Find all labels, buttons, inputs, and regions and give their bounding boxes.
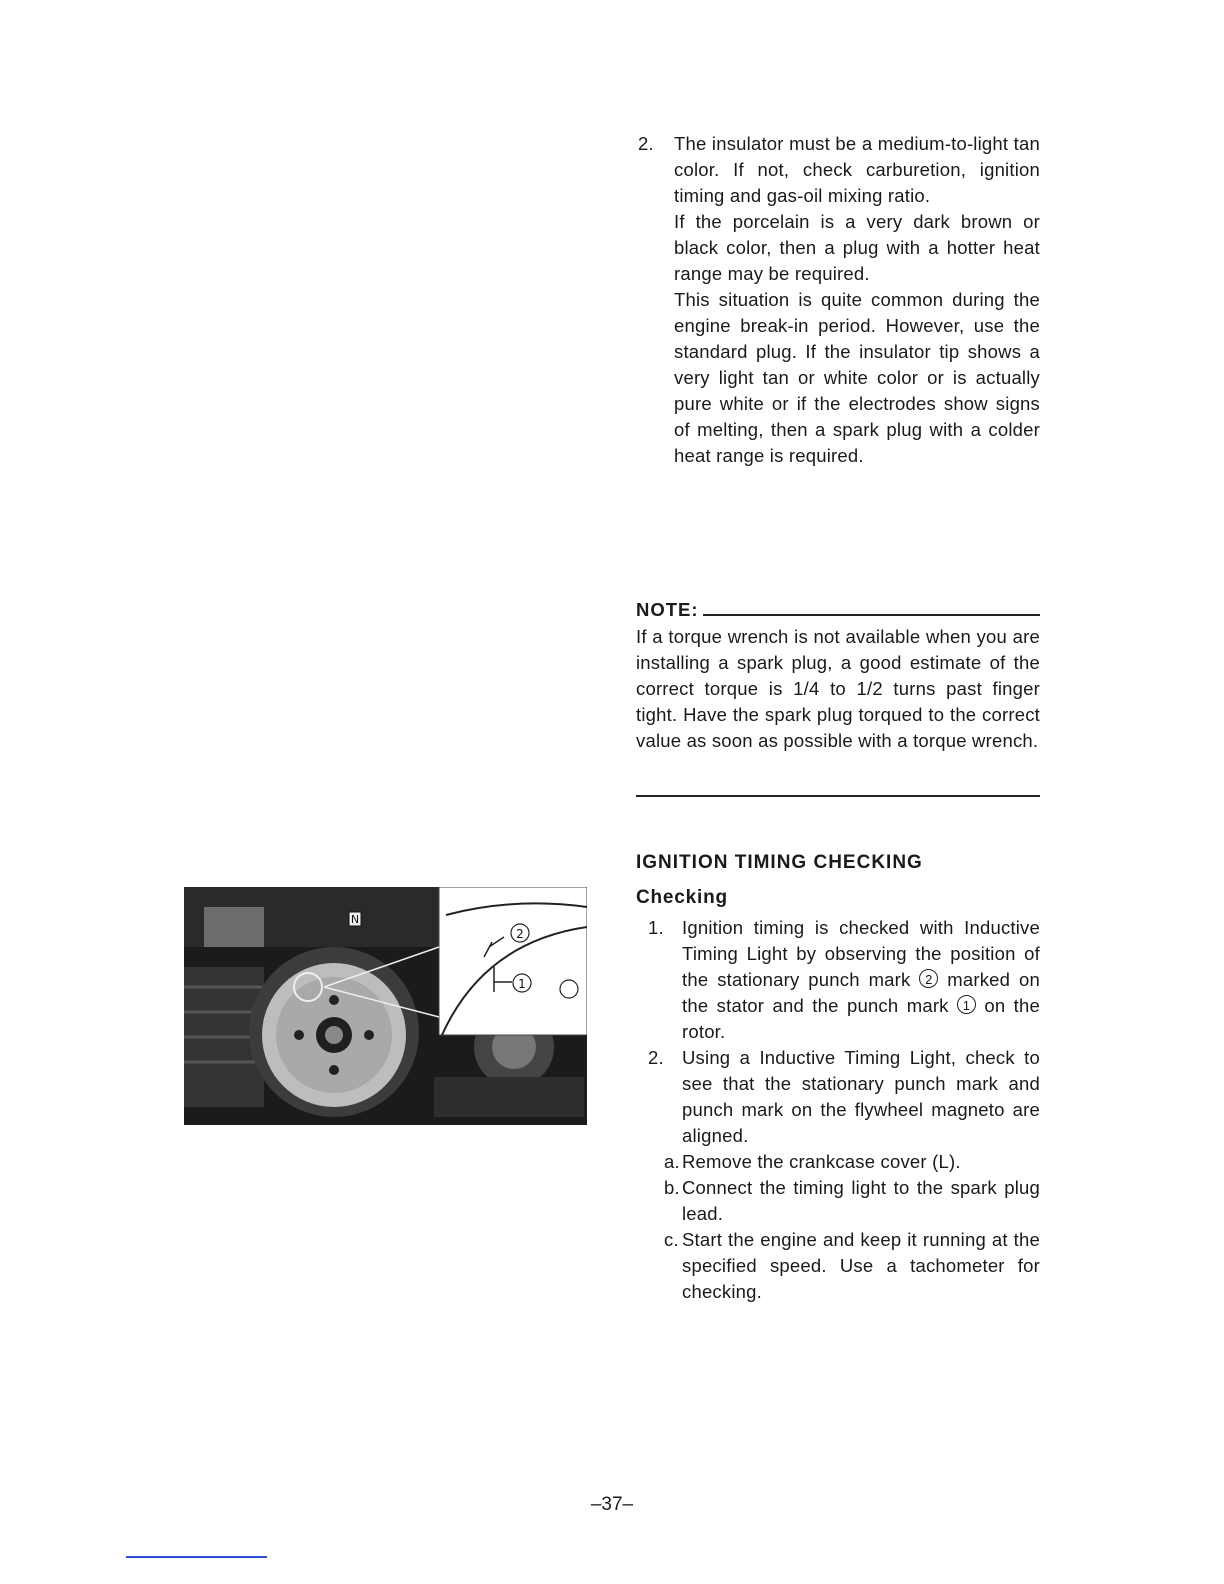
insulator-color-text: The insulator must be a medium-to-light tan color. If not, check carburetion, ignition timing and gas-oil mixing ratio. bbox=[674, 133, 1040, 206]
step-1-text-c: on the rotor. bbox=[682, 995, 1041, 1042]
note-heading-label: NOTE: bbox=[636, 599, 699, 620]
step-1-text-b: marked on the stator and the punch mark bbox=[682, 969, 1041, 1016]
list-item bbox=[636, 131, 1040, 469]
note-bottom-rule bbox=[636, 795, 1040, 797]
dark-porcelain-text: If the porcelain is a very dark brown or black color, then a plug with a hotter heat range may be required. bbox=[674, 211, 1040, 284]
stator-label: N bbox=[350, 913, 360, 926]
footer-link-rule bbox=[126, 1556, 267, 1558]
substep-letter: a. bbox=[664, 1151, 680, 1172]
substep-a-text: Remove the crankcase cover (L). bbox=[682, 1151, 961, 1172]
ignition-section bbox=[636, 852, 1040, 1305]
callout-1-icon: 1 bbox=[957, 995, 976, 1014]
step-number: 2. bbox=[648, 1047, 664, 1068]
page-number: –37– bbox=[590, 1494, 634, 1515]
spark-plug-item-2 bbox=[636, 131, 1040, 469]
substep-c-text: Start the engine and keep it running at the specified speed. Use a tachometer for checking. bbox=[682, 1229, 1040, 1302]
note-heading-rule bbox=[703, 614, 1040, 616]
step-2b bbox=[636, 1175, 1040, 1227]
substep-b-text: Connect the timing light to the spark plug lead. bbox=[682, 1177, 1040, 1224]
step-number: 1. bbox=[648, 917, 664, 938]
subsection-title: Checking bbox=[636, 887, 728, 908]
note-heading bbox=[636, 599, 1040, 621]
step-2c bbox=[636, 1227, 1040, 1305]
callout-2-icon: 2 bbox=[919, 969, 938, 988]
substep-letter: c. bbox=[664, 1229, 679, 1250]
callout-2-label: 2 bbox=[516, 927, 524, 941]
step-2-text: Using a Inductive Timing Light, check to see that the stationary punch mark and punch mark on the flywheel magneto are aligned. bbox=[682, 1047, 1040, 1146]
item-number: 2. bbox=[638, 133, 654, 154]
step-2 bbox=[636, 1045, 1040, 1149]
section-title: IGNITION TIMING CHECKING bbox=[636, 852, 923, 873]
break-in-text: This situation is quite common during the engine break-in period. However, use the standard plug. If the insulator tip shows a very light tan or white color or is actually pure white or if the electrodes show signs of melting, then a spark plug with a colder heat range is required. bbox=[674, 289, 1040, 466]
step-2a bbox=[636, 1149, 1040, 1175]
flywheel-magneto-photo bbox=[184, 887, 587, 1125]
callout-1-label: 1 bbox=[518, 977, 526, 991]
note-block bbox=[636, 599, 1040, 754]
step-1-text-a: Ignition timing is checked with Inductive Timing Light by observing the position of the stationary punch mark bbox=[682, 917, 1040, 990]
note-body: If a torque wrench is not available when you are installing a spark plug, a good estimate of the correct torque is 1/4 to 1/2 turns past finger tight. Have the spark plug torqued to the correct value as soon as possible with a torque wrench. bbox=[636, 626, 1040, 751]
substep-letter: b. bbox=[664, 1177, 680, 1198]
step-1 bbox=[636, 915, 1040, 1045]
